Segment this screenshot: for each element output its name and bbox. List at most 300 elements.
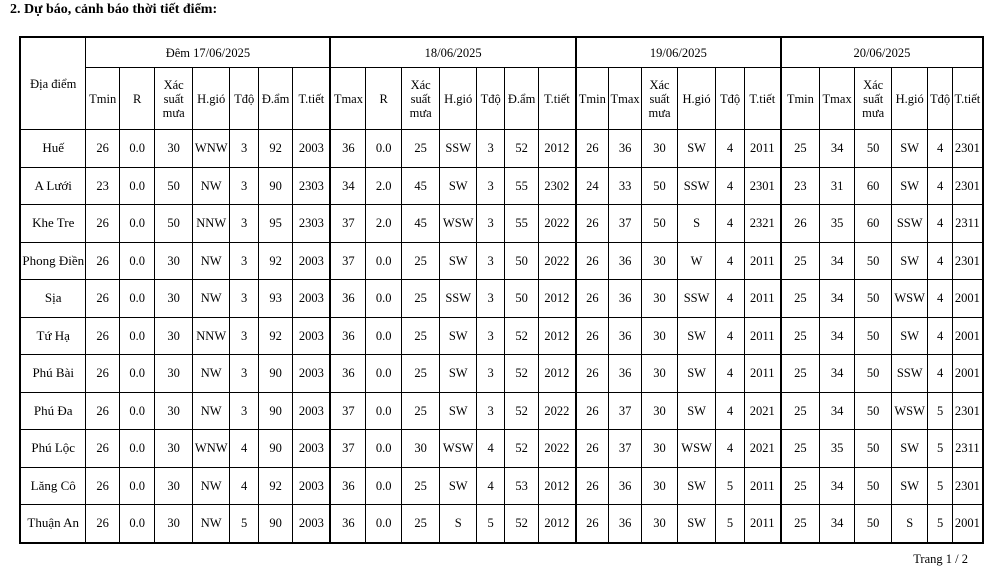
column-header: Tmax [819, 68, 855, 130]
value-cell: 36 [330, 280, 366, 318]
value-cell: 2311 [952, 430, 983, 468]
value-cell: 37 [330, 242, 366, 280]
location-cell: Phú Đa [20, 392, 86, 430]
group-header: 18/06/2025 [330, 37, 575, 68]
value-cell: 30 [155, 505, 193, 543]
value-cell: 3 [230, 130, 258, 168]
value-cell: 60 [855, 205, 892, 243]
value-cell: 52 [505, 355, 538, 393]
value-cell: 30 [642, 430, 678, 468]
value-cell: 26 [86, 280, 119, 318]
value-cell: 2301 [952, 130, 983, 168]
value-cell: 2003 [293, 467, 331, 505]
value-cell: 55 [505, 167, 538, 205]
value-cell: 2011 [744, 130, 781, 168]
value-cell: WSW [677, 430, 716, 468]
table-row [20, 430, 983, 468]
value-cell: SW [891, 430, 928, 468]
value-cell: 0.0 [119, 167, 155, 205]
group-header: Đêm 17/06/2025 [86, 37, 330, 68]
location-cell: A Lưới [20, 167, 86, 205]
value-cell: 2303 [293, 205, 331, 243]
value-cell: 25 [401, 130, 440, 168]
value-cell: 4 [928, 355, 952, 393]
value-cell: 26 [781, 205, 820, 243]
value-cell: 26 [576, 317, 608, 355]
location-cell: Phú Bài [20, 355, 86, 393]
table-body [20, 130, 983, 543]
value-cell: 4 [476, 430, 504, 468]
column-header: H.gió [677, 68, 716, 130]
location-cell: Sịa [20, 280, 86, 318]
column-header: Xác suất mưa [642, 68, 678, 130]
value-cell: 34 [330, 167, 366, 205]
value-cell: 35 [819, 205, 855, 243]
value-cell: 4 [476, 467, 504, 505]
value-cell: 52 [505, 505, 538, 543]
value-cell: 2011 [744, 355, 781, 393]
value-cell: 2001 [952, 355, 983, 393]
value-cell: 25 [401, 317, 440, 355]
value-cell: 26 [86, 505, 119, 543]
value-cell: 34 [819, 130, 855, 168]
value-cell: 0.0 [366, 430, 402, 468]
value-cell: 4 [716, 430, 744, 468]
column-header: Tđộ [230, 68, 258, 130]
value-cell: 23 [86, 167, 119, 205]
value-cell: 4 [928, 205, 952, 243]
value-cell: 26 [86, 317, 119, 355]
value-cell: 30 [642, 280, 678, 318]
group-header: 20/06/2025 [781, 37, 983, 68]
value-cell: 50 [642, 205, 678, 243]
value-cell: 36 [608, 130, 641, 168]
value-cell: 34 [819, 355, 855, 393]
value-cell: NW [192, 467, 230, 505]
value-cell: SW [677, 130, 716, 168]
value-cell: 3 [230, 392, 258, 430]
value-cell: 30 [155, 355, 193, 393]
value-cell: 55 [505, 205, 538, 243]
location-cell: Phú Lộc [20, 430, 86, 468]
column-header: T.tiết [293, 68, 331, 130]
value-cell: 36 [608, 355, 641, 393]
column-header: H.gió [440, 68, 477, 130]
value-cell: 23 [781, 167, 820, 205]
value-cell: 4 [230, 430, 258, 468]
value-cell: 2003 [293, 392, 331, 430]
value-cell: 3 [230, 280, 258, 318]
value-cell: SSW [891, 355, 928, 393]
value-cell: 2011 [744, 242, 781, 280]
location-cell: Lăng Cô [20, 467, 86, 505]
column-header: Tmax [608, 68, 641, 130]
value-cell: 2022 [538, 205, 576, 243]
value-cell: 2012 [538, 130, 576, 168]
value-cell: 52 [505, 430, 538, 468]
value-cell: 2003 [293, 430, 331, 468]
value-cell: SW [440, 317, 477, 355]
value-cell: 2311 [952, 205, 983, 243]
value-cell: 26 [86, 205, 119, 243]
value-cell: NNW [192, 205, 230, 243]
value-cell: 5 [928, 430, 952, 468]
value-cell: 2012 [538, 355, 576, 393]
value-cell: 4 [716, 205, 744, 243]
location-cell: Tứ Hạ [20, 317, 86, 355]
value-cell: WNW [192, 130, 230, 168]
value-cell: 90 [258, 430, 292, 468]
value-cell: 26 [576, 242, 608, 280]
table-row [20, 242, 983, 280]
value-cell: 30 [642, 505, 678, 543]
value-cell: 30 [155, 467, 193, 505]
value-cell: 25 [781, 467, 820, 505]
value-cell: 92 [258, 130, 292, 168]
location-cell: Thuận An [20, 505, 86, 543]
value-cell: 2003 [293, 280, 331, 318]
value-cell: NNW [192, 317, 230, 355]
value-cell: SW [677, 355, 716, 393]
value-cell: SSW [440, 130, 477, 168]
value-cell: 2001 [952, 317, 983, 355]
value-cell: 2301 [952, 467, 983, 505]
value-cell: 2003 [293, 130, 331, 168]
column-header: Tmin [576, 68, 608, 130]
value-cell: 2011 [744, 280, 781, 318]
value-cell: 25 [401, 242, 440, 280]
value-cell: 36 [608, 317, 641, 355]
value-cell: 25 [401, 280, 440, 318]
value-cell: 36 [608, 505, 641, 543]
value-cell: 26 [86, 467, 119, 505]
value-cell: 4 [928, 242, 952, 280]
value-cell: 37 [330, 205, 366, 243]
value-cell: 3 [476, 317, 504, 355]
value-cell: SW [891, 317, 928, 355]
value-cell: 95 [258, 205, 292, 243]
value-cell: S [891, 505, 928, 543]
value-cell: 4 [716, 317, 744, 355]
value-cell: 24 [576, 167, 608, 205]
value-cell: 5 [928, 392, 952, 430]
value-cell: 2022 [538, 430, 576, 468]
value-cell: SW [677, 317, 716, 355]
column-header: Tđộ [476, 68, 504, 130]
value-cell: 0.0 [119, 392, 155, 430]
column-header: Xác suất mưa [855, 68, 892, 130]
column-header: Đ.ẩm [258, 68, 292, 130]
value-cell: 50 [155, 205, 193, 243]
column-header-row [20, 68, 983, 130]
value-cell: 2301 [952, 242, 983, 280]
column-header: Tmin [86, 68, 119, 130]
value-cell: 0.0 [119, 467, 155, 505]
value-cell: 50 [855, 317, 892, 355]
value-cell: 92 [258, 467, 292, 505]
value-cell: 0.0 [366, 505, 402, 543]
value-cell: 90 [258, 392, 292, 430]
value-cell: 3 [230, 355, 258, 393]
value-cell: 0.0 [119, 355, 155, 393]
value-cell: SW [891, 467, 928, 505]
value-cell: 3 [476, 355, 504, 393]
value-cell: 90 [258, 505, 292, 543]
value-cell: 2012 [538, 317, 576, 355]
value-cell: 25 [401, 505, 440, 543]
value-cell: 2001 [952, 280, 983, 318]
column-header: R [119, 68, 155, 130]
value-cell: 25 [401, 467, 440, 505]
value-cell: 3 [476, 280, 504, 318]
value-cell: 3 [476, 242, 504, 280]
value-cell: 26 [576, 130, 608, 168]
value-cell: 4 [716, 242, 744, 280]
value-cell: 2.0 [366, 167, 402, 205]
value-cell: SW [677, 467, 716, 505]
value-cell: SW [440, 392, 477, 430]
value-cell: 60 [855, 167, 892, 205]
column-header: H.gió [891, 68, 928, 130]
value-cell: 50 [155, 167, 193, 205]
value-cell: 52 [505, 392, 538, 430]
section-heading: 2. Dự báo, cảnh báo thời tiết điểm: [10, 2, 218, 17]
column-header: Tđộ [928, 68, 952, 130]
group-header: 19/06/2025 [576, 37, 781, 68]
value-cell: 90 [258, 167, 292, 205]
value-cell: 26 [576, 205, 608, 243]
value-cell: 36 [608, 467, 641, 505]
value-cell: 0.0 [119, 205, 155, 243]
value-cell: 34 [819, 317, 855, 355]
value-cell: S [440, 505, 477, 543]
value-cell: 30 [155, 280, 193, 318]
column-header: Tmin [781, 68, 820, 130]
column-header: T.tiết [538, 68, 576, 130]
table-row [20, 167, 983, 205]
value-cell: 50 [505, 242, 538, 280]
value-cell: 31 [819, 167, 855, 205]
value-cell: 0.0 [366, 355, 402, 393]
column-header: Tđộ [716, 68, 744, 130]
value-cell: 50 [642, 167, 678, 205]
value-cell: 2301 [952, 167, 983, 205]
value-cell: 50 [855, 430, 892, 468]
value-cell: 92 [258, 317, 292, 355]
value-cell: 4 [716, 167, 744, 205]
value-cell: SSW [440, 280, 477, 318]
value-cell: 0.0 [119, 505, 155, 543]
value-cell: 5 [928, 467, 952, 505]
value-cell: 2301 [952, 392, 983, 430]
value-cell: 2012 [538, 280, 576, 318]
value-cell: 92 [258, 242, 292, 280]
value-cell: NW [192, 242, 230, 280]
value-cell: 3 [230, 317, 258, 355]
value-cell: 0.0 [119, 317, 155, 355]
value-cell: 26 [576, 392, 608, 430]
location-cell: Khe Tre [20, 205, 86, 243]
value-cell: NW [192, 280, 230, 318]
value-cell: 4 [230, 467, 258, 505]
value-cell: 2001 [952, 505, 983, 543]
value-cell: 2011 [744, 317, 781, 355]
value-cell: WSW [440, 205, 477, 243]
value-cell: 0.0 [366, 280, 402, 318]
value-cell: 50 [855, 242, 892, 280]
value-cell: 30 [401, 430, 440, 468]
value-cell: SW [891, 242, 928, 280]
value-cell: 36 [330, 505, 366, 543]
value-cell: 25 [781, 392, 820, 430]
value-cell: 26 [576, 430, 608, 468]
table-row [20, 355, 983, 393]
column-header: T.tiết [952, 68, 983, 130]
value-cell: 2003 [293, 355, 331, 393]
value-cell: WSW [891, 280, 928, 318]
value-cell: 0.0 [119, 430, 155, 468]
value-cell: 30 [155, 430, 193, 468]
value-cell: 5 [928, 505, 952, 543]
value-cell: 36 [330, 467, 366, 505]
value-cell: 2303 [293, 167, 331, 205]
value-cell: 34 [819, 280, 855, 318]
value-cell: 0.0 [119, 280, 155, 318]
value-cell: 26 [576, 505, 608, 543]
value-cell: 25 [781, 430, 820, 468]
value-cell: 5 [230, 505, 258, 543]
value-cell: 30 [155, 242, 193, 280]
value-cell: 26 [576, 467, 608, 505]
value-cell: 52 [505, 317, 538, 355]
table-row [20, 317, 983, 355]
value-cell: 26 [576, 355, 608, 393]
value-cell: 0.0 [366, 467, 402, 505]
column-header: Tmax [330, 68, 366, 130]
value-cell: 50 [855, 467, 892, 505]
value-cell: 2302 [538, 167, 576, 205]
value-cell: 36 [330, 317, 366, 355]
value-cell: W [677, 242, 716, 280]
value-cell: S [677, 205, 716, 243]
column-header: Xác suất mưa [401, 68, 440, 130]
value-cell: 26 [86, 355, 119, 393]
page-number: Trang 1 / 2 [913, 552, 968, 566]
forecast-table [19, 36, 984, 544]
value-cell: 0.0 [366, 317, 402, 355]
table-row [20, 505, 983, 543]
table-row [20, 467, 983, 505]
value-cell: 26 [576, 280, 608, 318]
value-cell: SW [677, 505, 716, 543]
group-header-row [20, 37, 983, 68]
value-cell: 36 [330, 355, 366, 393]
value-cell: 5 [476, 505, 504, 543]
value-cell: 45 [401, 167, 440, 205]
value-cell: 30 [642, 130, 678, 168]
value-cell: 4 [716, 355, 744, 393]
value-cell: 2012 [538, 467, 576, 505]
value-cell: SSW [677, 280, 716, 318]
value-cell: NW [192, 505, 230, 543]
value-cell: 3 [230, 167, 258, 205]
value-cell: 30 [155, 317, 193, 355]
value-cell: 4 [928, 130, 952, 168]
value-cell: 2301 [744, 167, 781, 205]
value-cell: NW [192, 167, 230, 205]
value-cell: 25 [781, 355, 820, 393]
value-cell: 50 [505, 280, 538, 318]
value-cell: 34 [819, 392, 855, 430]
value-cell: 4 [716, 392, 744, 430]
location-header: Địa điểm [20, 37, 86, 130]
value-cell: 4 [928, 317, 952, 355]
value-cell: 26 [86, 430, 119, 468]
column-header: H.gió [192, 68, 230, 130]
value-cell: 25 [401, 392, 440, 430]
column-header: Đ.ẩm [505, 68, 538, 130]
value-cell: SW [440, 467, 477, 505]
value-cell: 2022 [538, 242, 576, 280]
value-cell: 30 [642, 317, 678, 355]
value-cell: 26 [86, 130, 119, 168]
value-cell: 50 [855, 130, 892, 168]
value-cell: 30 [642, 467, 678, 505]
value-cell: WSW [891, 392, 928, 430]
table-row [20, 280, 983, 318]
value-cell: 3 [476, 130, 504, 168]
value-cell: 0.0 [366, 130, 402, 168]
value-cell: 2.0 [366, 205, 402, 243]
value-cell: SSW [891, 205, 928, 243]
value-cell: 2003 [293, 242, 331, 280]
value-cell: 3 [230, 242, 258, 280]
value-cell: 4 [716, 130, 744, 168]
value-cell: 53 [505, 467, 538, 505]
value-cell: 5 [716, 467, 744, 505]
value-cell: 26 [86, 242, 119, 280]
value-cell: 2003 [293, 317, 331, 355]
value-cell: 30 [642, 242, 678, 280]
value-cell: SW [891, 130, 928, 168]
value-cell: SW [440, 242, 477, 280]
table-row [20, 205, 983, 243]
column-header: R [366, 68, 402, 130]
value-cell: 25 [781, 242, 820, 280]
value-cell: 25 [401, 355, 440, 393]
location-cell: Phong Điền [20, 242, 86, 280]
value-cell: 2022 [538, 392, 576, 430]
value-cell: 34 [819, 242, 855, 280]
value-cell: 3 [230, 205, 258, 243]
value-cell: 2021 [744, 392, 781, 430]
value-cell: 50 [855, 280, 892, 318]
column-header: T.tiết [744, 68, 781, 130]
value-cell: 50 [855, 355, 892, 393]
value-cell: 93 [258, 280, 292, 318]
value-cell: 36 [330, 130, 366, 168]
value-cell: SW [440, 167, 477, 205]
value-cell: SW [440, 355, 477, 393]
value-cell: WNW [192, 430, 230, 468]
value-cell: 2011 [744, 467, 781, 505]
value-cell: NW [192, 355, 230, 393]
table-row [20, 130, 983, 168]
value-cell: 25 [781, 130, 820, 168]
value-cell: 37 [330, 392, 366, 430]
value-cell: 0.0 [119, 130, 155, 168]
value-cell: 33 [608, 167, 641, 205]
